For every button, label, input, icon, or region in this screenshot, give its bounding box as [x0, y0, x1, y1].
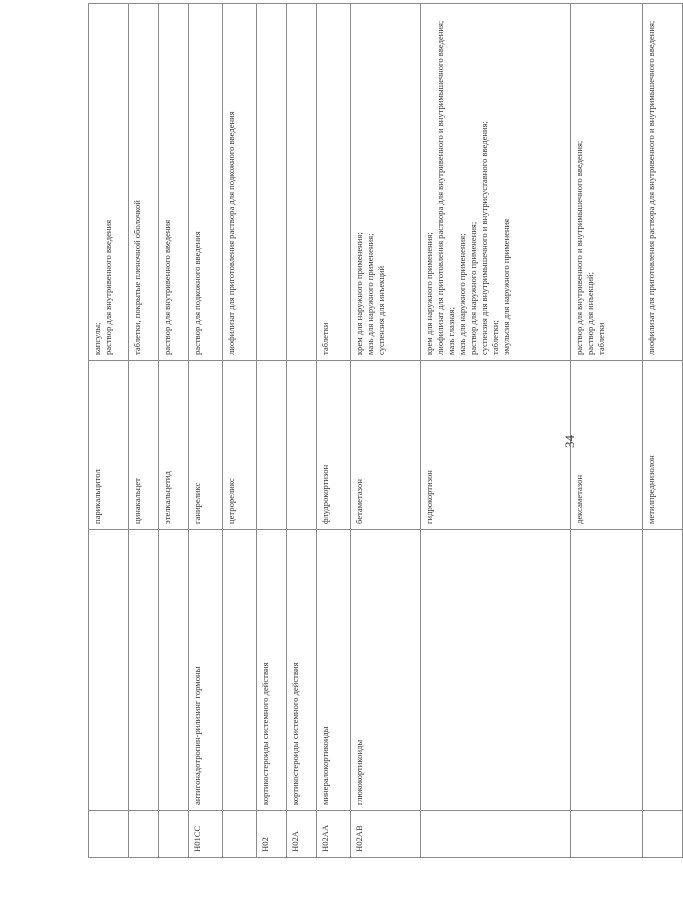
page-number: 34 — [562, 435, 577, 448]
table-row — [129, 4, 159, 858]
drug-name-cell: флудрокортизон — [317, 361, 351, 530]
drug-name-cell: этелкальцетид — [159, 361, 189, 530]
drug-name-cell: цинакальцет — [129, 361, 159, 530]
dosage-form-line: раствор для внутривенного введения — [103, 219, 113, 355]
dosage-form-line: таблетки; — [490, 320, 500, 355]
drug-name-cell — [257, 361, 287, 530]
drug-table — [88, 3, 683, 858]
atc-group-cell: антигонадотропин-рилизинг гормоны — [189, 530, 223, 811]
dosage-form-line: раствор для подкожного введения — [192, 231, 202, 355]
atc-group-cell — [571, 530, 643, 811]
atc-code-cell: H02AA — [317, 811, 351, 858]
atc-group-cell: глюкокортикоиды — [351, 530, 421, 811]
dosage-form-line: мазь для наружного применения; — [457, 233, 467, 355]
dosage-forms-cell — [129, 4, 159, 361]
atc-group-cell: кортикостероиды системного действия — [257, 530, 287, 811]
dosage-forms-cell — [159, 4, 189, 361]
drug-name-cell: дексаметазон — [571, 361, 643, 530]
table-row — [287, 4, 317, 858]
atc-code-cell — [129, 811, 159, 858]
atc-group-cell: кортикостероиды системного действия — [287, 530, 317, 811]
atc-code-cell — [643, 811, 683, 858]
atc-code-cell: H01CC — [189, 811, 223, 858]
atc-group-cell: минералокортикоиды — [317, 530, 351, 811]
atc-code-cell: H02A — [287, 811, 317, 858]
table-row — [571, 4, 643, 858]
dosage-form-line: эмульсия для наружного применения — [501, 218, 511, 355]
dosage-form-line: капсулы; — [92, 322, 102, 355]
dosage-form-line: крем для наружного применения; — [354, 232, 364, 355]
dosage-forms-cell — [89, 4, 129, 361]
dosage-forms-cell — [287, 4, 317, 361]
dosage-forms-cell — [421, 4, 571, 361]
table-row — [223, 4, 257, 858]
drug-name-cell: гидрокортизон — [421, 361, 571, 530]
dosage-form-line: раствор для внутривенного введения — [162, 219, 172, 355]
atc-group-cell — [159, 530, 189, 811]
atc-code-cell — [571, 811, 643, 858]
atc-group-cell — [89, 530, 129, 811]
table-row — [351, 4, 421, 858]
atc-code-cell — [223, 811, 257, 858]
table-row — [643, 4, 683, 858]
atc-group-cell — [129, 530, 159, 811]
dosage-form-line: раствор для инъекций; — [585, 271, 595, 355]
drug-name-cell: цетрореликс — [223, 361, 257, 530]
drug-name-cell: парикальцитол — [89, 361, 129, 530]
dosage-form-line: раствор для наружного применения; — [468, 221, 478, 355]
dosage-form-line: лиофилизат для приготовления раствора для внутривенного и внутримышечного введения; — [435, 20, 445, 355]
dosage-form-line: таблетки — [596, 322, 606, 355]
table-row — [257, 4, 287, 858]
drug-name-cell — [287, 361, 317, 530]
drug-name-cell: ганиреликс — [189, 361, 223, 530]
table-row — [317, 4, 351, 858]
table-row — [159, 4, 189, 858]
dosage-forms-cell — [351, 4, 421, 361]
dosage-form-line: суспензия для внутримышечного и внутрисуставного введения; — [479, 121, 489, 355]
dosage-form-line: таблетки, покрытые пленочной оболочкой — [132, 200, 142, 355]
dosage-forms-cell — [317, 4, 351, 361]
atc-code-cell — [159, 811, 189, 858]
dosage-form-line: суспензия для инъекций — [376, 265, 386, 355]
dosage-forms-cell — [571, 4, 643, 361]
table-row — [189, 4, 223, 858]
dosage-form-line: лиофилизат для приготовления раствора для подкожного введения — [226, 111, 236, 355]
table-row — [421, 4, 571, 858]
dosage-form-line: мазь для наружного применения; — [365, 233, 375, 355]
dosage-form-line: мазь глазная; — [446, 307, 456, 355]
dosage-forms-cell — [643, 4, 683, 361]
atc-group-cell — [643, 530, 683, 811]
dosage-form-line: лиофилизат для приготовления раствора для внутривенного и внутримышечного введения; — [646, 20, 656, 355]
atc-group-cell — [421, 530, 571, 811]
dosage-forms-cell — [189, 4, 223, 361]
dosage-form-line: таблетки — [320, 322, 330, 355]
dosage-forms-cell — [257, 4, 287, 361]
drug-name-cell: метилпреднизолон — [643, 361, 683, 530]
table-row — [89, 4, 129, 858]
atc-group-cell — [223, 530, 257, 811]
dosage-form-line: раствор для внутривенного и внутримышечного введения; — [574, 140, 584, 355]
atc-code-cell: H02 — [257, 811, 287, 858]
atc-code-cell — [89, 811, 129, 858]
dosage-forms-cell — [223, 4, 257, 361]
atc-code-cell: H02AB — [351, 811, 421, 858]
dosage-form-line: крем для наружного применения; — [424, 232, 434, 355]
drug-name-cell: бетаметазон — [351, 361, 421, 530]
atc-code-cell — [421, 811, 571, 858]
